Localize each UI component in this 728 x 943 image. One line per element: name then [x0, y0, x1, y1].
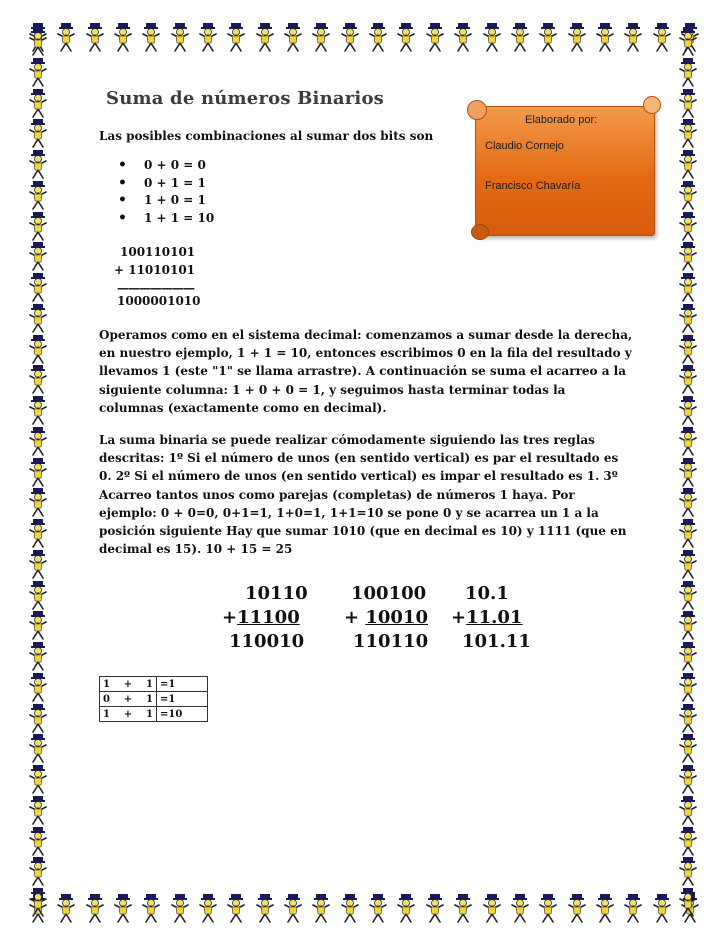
stick-figure-icon — [83, 893, 107, 927]
sum2-top: 100100 — [351, 583, 427, 604]
addition-table — [99, 676, 208, 722]
sum1-addend: 11100 — [237, 607, 300, 628]
stick-figure-icon — [676, 395, 706, 425]
sum1-top: 10110 — [245, 583, 308, 604]
stick-figure-icon — [676, 518, 706, 548]
stick-figure-icon — [621, 22, 645, 56]
stick-figure-icon — [676, 641, 706, 671]
combinations-list — [118, 157, 214, 227]
stick-figure-icon — [394, 22, 418, 56]
list-item: • 0 + 0 = 0 — [118, 157, 214, 175]
stick-figure-icon — [253, 893, 277, 927]
stick-figure-icon — [676, 149, 706, 179]
stick-figure-icon — [508, 22, 532, 56]
stick-figure-icon — [676, 856, 706, 886]
stick-figure-icon — [676, 457, 706, 487]
stick-figure-icon — [26, 672, 56, 702]
table-row — [100, 707, 208, 722]
stick-figure-icon — [621, 893, 645, 927]
example-sum-line1: 100110101 — [120, 245, 196, 259]
author-name: Francisco Chavaría — [485, 180, 581, 192]
stick-figure-icon — [536, 22, 560, 56]
sum3-addend: 11.01 — [466, 607, 523, 628]
stick-figure-icon — [26, 57, 56, 87]
stick-figure-icon — [676, 118, 706, 148]
stick-figure-icon — [480, 22, 504, 56]
stick-figure-icon — [676, 180, 706, 210]
stick-figure-icon — [26, 733, 56, 763]
bottom-border — [26, 893, 702, 927]
stick-figure-icon — [676, 241, 706, 271]
stick-figure-icon — [224, 22, 248, 56]
stick-figure-icon — [676, 426, 706, 456]
stick-figure-icon — [168, 893, 192, 927]
stick-figure-icon — [26, 703, 56, 733]
list-item: • 1 + 0 = 1 — [118, 192, 214, 210]
stick-figure-icon — [366, 893, 390, 927]
sum1-result: 110010 — [229, 631, 305, 652]
scroll-curl-icon — [471, 224, 489, 240]
stick-figure-icon — [26, 457, 56, 487]
stick-figure-icon — [676, 57, 706, 87]
left-border — [26, 26, 56, 917]
table-cell: + — [118, 692, 138, 707]
stick-figure-icon — [54, 893, 78, 927]
stick-figure-icon — [508, 893, 532, 927]
stick-figure-icon — [26, 856, 56, 886]
table-cell: =1 — [157, 692, 208, 707]
stick-figure-icon — [26, 118, 56, 148]
author-name: Claudio Cornejo — [485, 140, 564, 152]
plus-sign: + — [222, 607, 238, 628]
stick-figure-icon — [676, 703, 706, 733]
stick-figure-icon — [26, 26, 56, 56]
example-sum-line2: + 11010101 — [114, 263, 196, 277]
stick-figure-icon — [26, 764, 56, 794]
table-cell: 1 — [138, 677, 157, 692]
stick-figure-icon — [26, 518, 56, 548]
table-cell: 0 — [100, 692, 119, 707]
table-cell: 1 — [138, 692, 157, 707]
stick-figure-icon — [650, 893, 674, 927]
stick-figure-icon — [26, 88, 56, 118]
stick-figure-icon — [54, 22, 78, 56]
stick-figure-icon — [394, 893, 418, 927]
stick-figure-icon — [83, 22, 107, 56]
sum3-bottom — [451, 606, 522, 630]
stick-figure-icon — [309, 893, 333, 927]
stick-figure-icon — [196, 22, 220, 56]
stick-figure-icon — [281, 893, 305, 927]
stick-figure-icon — [480, 893, 504, 927]
stick-figure-icon — [676, 334, 706, 364]
table-cell: =10 — [157, 707, 208, 722]
stick-figure-icon — [139, 893, 163, 927]
stick-figure-icon — [338, 22, 362, 56]
stick-figure-icon — [26, 180, 56, 210]
stick-figure-icon — [26, 549, 56, 579]
right-border — [676, 26, 706, 917]
table-cell: 1 — [100, 677, 119, 692]
stick-figure-icon — [676, 610, 706, 640]
stick-figure-icon — [676, 272, 706, 302]
stick-figure-icon — [139, 22, 163, 56]
stick-figure-icon — [676, 549, 706, 579]
stick-figure-icon — [26, 149, 56, 179]
table-cell: + — [118, 707, 138, 722]
sum1-bottom — [222, 606, 300, 630]
table-cell: 1 — [100, 707, 119, 722]
stick-figure-icon — [26, 426, 56, 456]
stick-figure-icon — [676, 733, 706, 763]
stick-figure-icon — [676, 26, 706, 56]
stick-figure-icon — [111, 22, 135, 56]
stick-figure-icon — [281, 22, 305, 56]
stick-figure-icon — [26, 364, 56, 394]
stick-figure-icon — [451, 893, 475, 927]
stick-figure-icon — [26, 395, 56, 425]
stick-figure-icon — [676, 580, 706, 610]
stick-figure-icon — [676, 364, 706, 394]
top-border — [26, 22, 702, 56]
stick-figure-icon — [676, 826, 706, 856]
list-item: • 0 + 1 = 1 — [118, 175, 214, 193]
stick-figure-icon — [196, 893, 220, 927]
stick-figure-icon — [565, 893, 589, 927]
sum2-result: 110110 — [353, 631, 429, 652]
stick-figure-icon — [26, 826, 56, 856]
stick-figure-icon — [676, 672, 706, 702]
stick-figure-icon — [423, 893, 447, 927]
plus-sign: + — [451, 607, 467, 628]
stick-figure-icon — [26, 887, 56, 917]
stick-figure-icon — [26, 272, 56, 302]
stick-figure-icon — [26, 641, 56, 671]
stick-figure-icon — [168, 22, 192, 56]
plus-sign: + — [344, 607, 366, 628]
stick-figure-icon — [565, 22, 589, 56]
stick-figure-icon — [26, 303, 56, 333]
rules-paragraph: La suma binaria se puede realizar cómodamente siguiendo las tres reglas descritas: 1º Si el número de unos (en sentido vertical) es par el resultado es 0. 2º Si el número de unos (en sentido vertical) es impar el resultado es 1. 3º Acarreo tantos unos como parejas (completas) de números 1 haya. Por ejemplo: 0 + 0=0, 0+1=1, 1+0=1, 1+1=10 se pone 0 y se acarrea un 1 a la posición siguiente Hay que sumar 1010 (que en decimal es 10) y 1111 (que en decimal es 15). 10 + 15 = 25 — [99, 433, 627, 557]
stick-figure-icon — [423, 22, 447, 56]
intro-text: Las posibles combinaciones al sumar dos bits son — [99, 129, 434, 143]
stick-figure-icon — [676, 303, 706, 333]
stick-figure-icon — [676, 887, 706, 917]
stick-figure-icon — [26, 334, 56, 364]
author-scroll — [467, 96, 661, 242]
stick-figure-icon — [593, 893, 617, 927]
stick-figure-icon — [26, 211, 56, 241]
sum2-bottom — [344, 606, 428, 630]
stick-figure-icon — [676, 211, 706, 241]
stick-figure-icon — [26, 610, 56, 640]
sum2-addend: 10010 — [365, 607, 428, 628]
scroll-curl-icon — [643, 96, 661, 114]
example-sum-result: 1000001010 — [117, 294, 201, 308]
explanation-paragraph: Operamos como en el sistema decimal: comenzamos a sumar desde la derecha, en nuestro ejemplo, 1 + 1 = 10, entonces escribimos 0 en la fila del resultado y llevamos 1 (este "1" se llama arrastre). A continuación se suma el acarreo a la siguiente columna: 1 + 0 + 0 = 1, y seguimos hasta terminar todas la columnas (exactamente como en decimal). — [99, 328, 633, 415]
scroll-heading: Elaborado por: — [525, 114, 598, 126]
table-row — [100, 692, 208, 707]
stick-figure-icon — [26, 241, 56, 271]
list-item: • 1 + 1 = 10 — [118, 210, 214, 228]
sum3-result: 101.11 — [462, 631, 531, 652]
stick-figure-icon — [676, 88, 706, 118]
stick-figure-icon — [366, 22, 390, 56]
page-title: Suma de números Binarios — [106, 88, 384, 109]
table-cell: =1 — [157, 677, 208, 692]
stick-figure-icon — [26, 795, 56, 825]
stick-figure-icon — [536, 893, 560, 927]
stick-figure-icon — [26, 580, 56, 610]
stick-figure-icon — [451, 22, 475, 56]
scroll-curl-icon — [467, 100, 487, 120]
stick-figure-icon — [676, 487, 706, 517]
stick-figure-icon — [26, 487, 56, 517]
stick-figure-icon — [338, 893, 362, 927]
table-cell: 1 — [138, 707, 157, 722]
stick-figure-icon — [676, 764, 706, 794]
stick-figure-icon — [309, 22, 333, 56]
table-row — [100, 677, 208, 692]
example-sum-rule: ——————— — [117, 281, 194, 295]
stick-figure-icon — [111, 893, 135, 927]
stick-figure-icon — [676, 795, 706, 825]
stick-figure-icon — [224, 893, 248, 927]
table-cell: + — [118, 677, 138, 692]
stick-figure-icon — [593, 22, 617, 56]
stick-figure-icon — [650, 22, 674, 56]
sum3-top: 10.1 — [465, 583, 509, 604]
stick-figure-icon — [253, 22, 277, 56]
